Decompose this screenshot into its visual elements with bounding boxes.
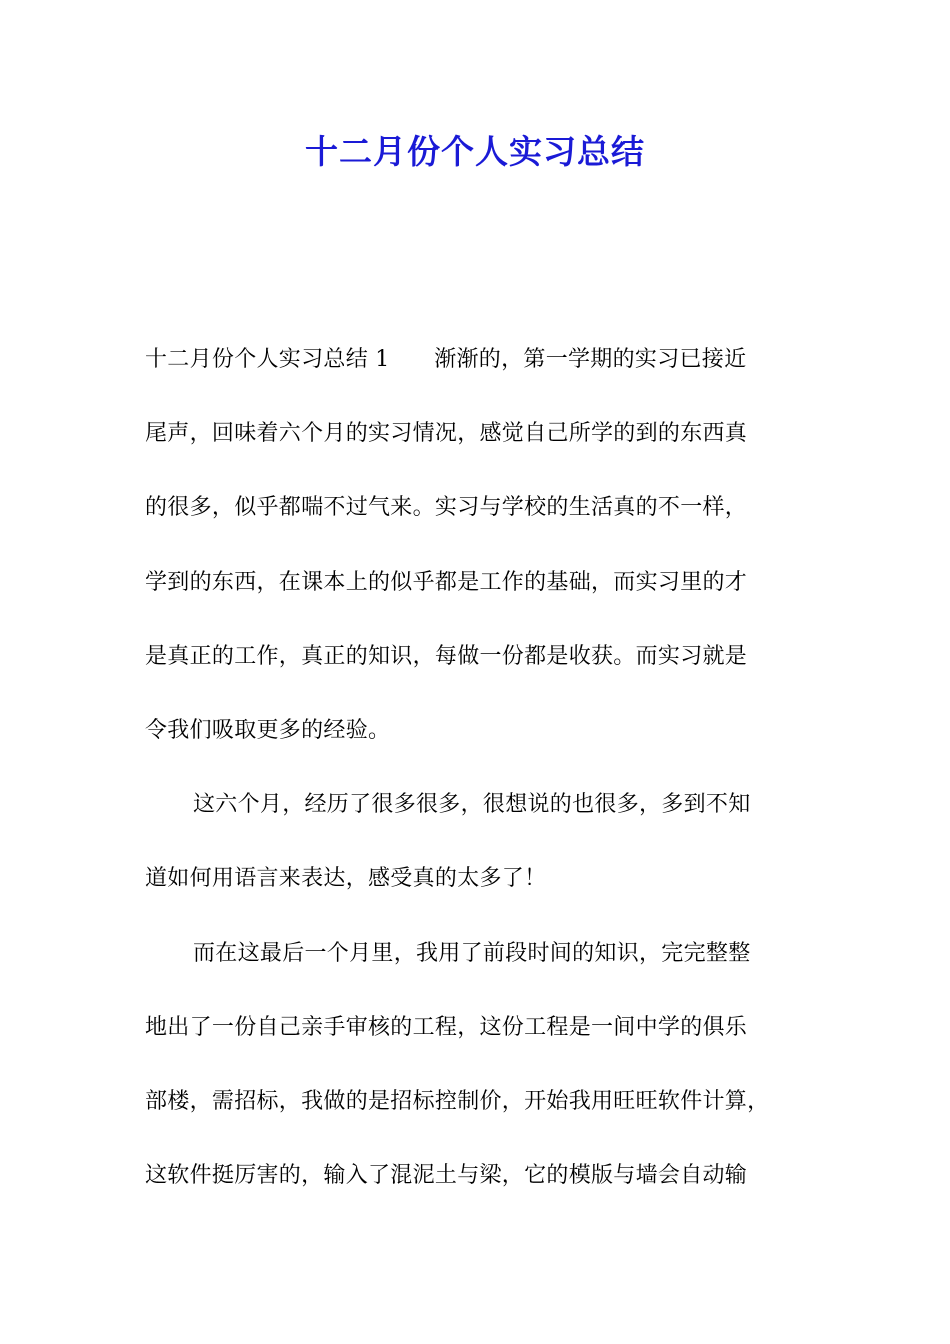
body-line: 而在这最后一个月里，我用了前段时间的知识，完完整整 bbox=[193, 940, 751, 966]
body-line: 这软件挺厉害的，输入了混泥土与梁，它的模版与墙会自动输 bbox=[145, 1163, 748, 1189]
body-line: 是真正的工作，真正的知识，每做一份都是收获。而实习就是 bbox=[145, 643, 748, 669]
body-line: 尾声，回味着六个月的实习情况，感觉自己所学的到的东西真 bbox=[145, 421, 748, 447]
body-line: 道如何用语言来表达，感受真的太多了！ bbox=[145, 866, 547, 892]
body-line: 部楼，需招标，我做的是招标控制价，开始我用旺旺软件计算， bbox=[145, 1088, 770, 1114]
body-line: 的很多，似乎都喘不过气来。实习与学校的生活真的不一样， bbox=[145, 495, 748, 521]
body-line: 学到的东西，在课本上的似乎都是工作的基础，而实习里的才 bbox=[145, 569, 748, 595]
body-line: 这六个月，经历了很多很多，很想说的也很多，多到不知 bbox=[193, 792, 751, 818]
body-line: 十二月份个人实习总结 1 渐渐的，第一学期的实习已接近 bbox=[145, 347, 747, 372]
document-body bbox=[145, 340, 810, 1230]
document-title: 十二月份个人实习总结 bbox=[305, 132, 645, 171]
body-line: 地出了一份自己亲手审核的工程，这份工程是一间中学的俱乐 bbox=[145, 1014, 748, 1040]
body-line: 令我们吸取更多的经验。 bbox=[145, 717, 391, 743]
